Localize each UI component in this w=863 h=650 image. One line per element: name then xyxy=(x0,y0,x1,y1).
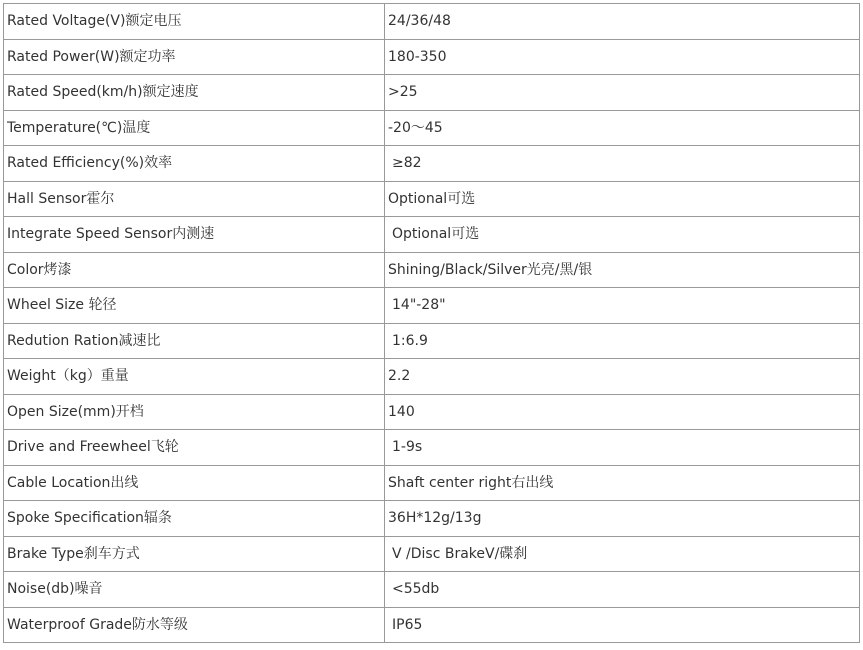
spec-value-cell: 180-350 xyxy=(385,39,860,75)
table-row xyxy=(4,536,860,572)
spec-label-cell: Waterproof Grade防水等级 xyxy=(4,607,385,643)
spec-label-cell: Wheel Size 轮径 xyxy=(4,288,385,324)
spec-value-cell: IP65 xyxy=(385,607,860,643)
spec-value-cell: <55db xyxy=(385,572,860,608)
table-row xyxy=(4,252,860,288)
spec-label-cell: Hall Sensor霍尔 xyxy=(4,181,385,217)
spec-value-cell: 140 xyxy=(385,394,860,430)
spec-value-cell: Shining/Black/Silver光亮/黑/银 xyxy=(385,252,860,288)
spec-value-cell: ≥82 xyxy=(385,146,860,182)
table-row xyxy=(4,465,860,501)
table-row xyxy=(4,288,860,324)
spec-value-cell: Optional可选 xyxy=(385,181,860,217)
table-row xyxy=(4,75,860,111)
spec-label-cell: Weight（kg）重量 xyxy=(4,359,385,395)
spec-label-cell: Temperature(℃)温度 xyxy=(4,110,385,146)
spec-value-cell: Optional可选 xyxy=(385,217,860,253)
spec-label-cell: Brake Type刹车方式 xyxy=(4,536,385,572)
spec-value-cell: -20～45 xyxy=(385,110,860,146)
table-row xyxy=(4,181,860,217)
table-row xyxy=(4,394,860,430)
spec-value-cell: 2.2 xyxy=(385,359,860,395)
spec-value-cell: Shaft center right右出线 xyxy=(385,465,860,501)
spec-value-cell: 1:6.9 xyxy=(385,323,860,359)
table-row xyxy=(4,607,860,643)
table-row xyxy=(4,39,860,75)
spec-label-cell: Drive and Freewheel飞轮 xyxy=(4,430,385,466)
table-row xyxy=(4,217,860,253)
spec-label-cell: Rated Voltage(V)额定电压 xyxy=(4,4,385,40)
spec-label-cell: Cable Location出线 xyxy=(4,465,385,501)
spec-label-cell: Open Size(mm)开档 xyxy=(4,394,385,430)
spec-value-cell: 36H*12g/13g xyxy=(385,501,860,537)
table-row xyxy=(4,430,860,466)
spec-value-cell: 1-9s xyxy=(385,430,860,466)
table-row xyxy=(4,359,860,395)
spec-label-cell: Spoke Specification辐条 xyxy=(4,501,385,537)
spec-value-cell: 24/36/48 xyxy=(385,4,860,40)
spec-table-body xyxy=(4,4,860,643)
spec-table xyxy=(3,3,860,643)
spec-value-cell: V /Disc BrakeV/碟刹 xyxy=(385,536,860,572)
spec-label-cell: Rated Power(W)额定功率 xyxy=(4,39,385,75)
spec-label-cell: Noise(db)噪音 xyxy=(4,572,385,608)
table-row xyxy=(4,4,860,40)
spec-label-cell: Color烤漆 xyxy=(4,252,385,288)
table-row xyxy=(4,146,860,182)
table-row xyxy=(4,110,860,146)
table-row xyxy=(4,323,860,359)
spec-label-cell: Rated Efficiency(%)效率 xyxy=(4,146,385,182)
spec-label-cell: Integrate Speed Sensor内测速 xyxy=(4,217,385,253)
spec-label-cell: Rated Speed(km/h)额定速度 xyxy=(4,75,385,111)
spec-value-cell: 14"-28" xyxy=(385,288,860,324)
table-row xyxy=(4,572,860,608)
spec-label-cell: Redution Ration减速比 xyxy=(4,323,385,359)
table-row xyxy=(4,501,860,537)
spec-value-cell: >25 xyxy=(385,75,860,111)
